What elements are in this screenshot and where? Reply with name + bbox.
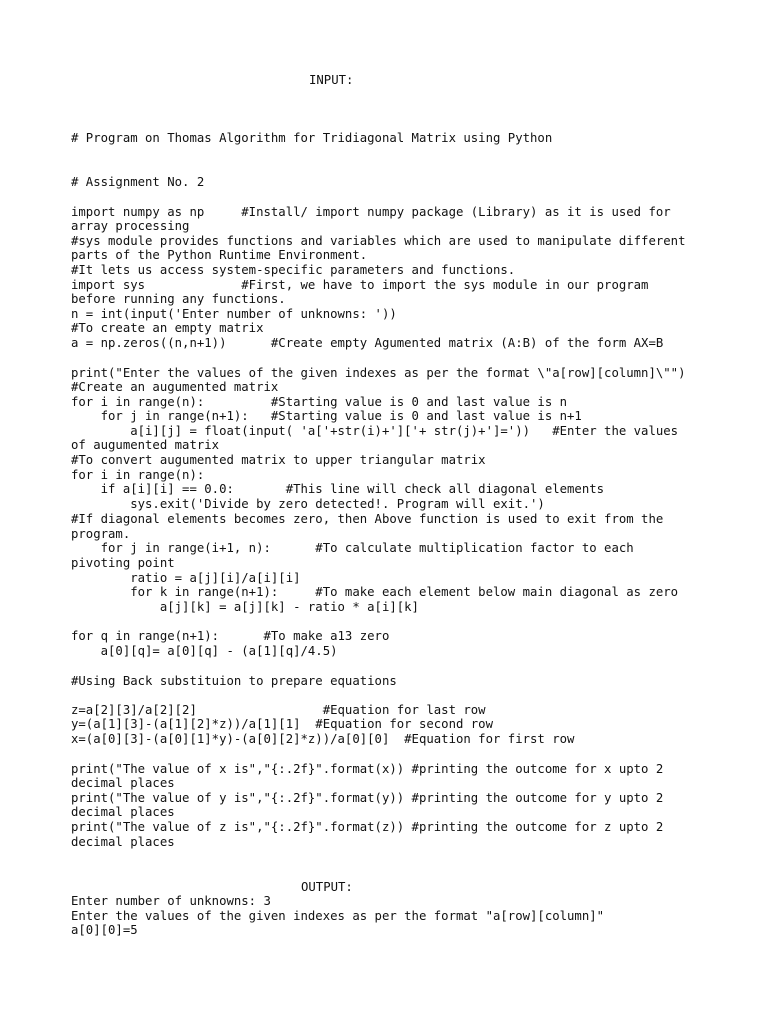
code-line: for j in range(i+1, n): #To calculate multiplication factor to each	[71, 541, 634, 555]
code-line: array processing	[71, 219, 190, 233]
code-line: of augumented matrix	[71, 438, 220, 452]
output-line: Enter the values of the given indexes as per the format "a[row][column]"	[71, 909, 605, 923]
code-line: for j in range(n+1): #Starting value is 0 and last value is n+1	[71, 409, 582, 423]
code-line: #If diagonal elements becomes zero, then Above function is used to exit from the	[71, 512, 664, 526]
code-line: print("The value of z is","{:.2f}".format(z)) #printing the outcome for z upto 2	[71, 820, 664, 834]
code-line: z=a[2][3]/a[2][2] #Equation for last row	[71, 703, 486, 717]
code-line: program.	[71, 527, 131, 541]
code-line: for q in range(n+1): #To make a13 zero	[71, 629, 390, 643]
code-line: a = np.zeros((n,n+1)) #Create empty Agumented matrix (A:B) of the form AX=B	[71, 336, 664, 350]
code-line: a[i][j] = float(input( 'a['+str(i)+']['+ str(j)+']=')) #Enter the values	[71, 424, 679, 438]
code-line: #To create an empty matrix	[71, 321, 264, 335]
code-line: x=(a[0][3]-(a[0][1]*y)-(a[0][2]*z))/a[0][0] #Equation for first row	[71, 732, 575, 746]
code-line: # Program on Thomas Algorithm for Tridiagonal Matrix using Python	[71, 131, 553, 145]
code-line: print("Enter the values of the given indexes as per the format \"a[row][column]\"")	[71, 366, 686, 380]
code-line: for k in range(n+1): #To make each element below main diagonal as zero	[71, 585, 679, 599]
code-line: pivoting point	[71, 556, 175, 570]
input-heading: INPUT:	[309, 73, 354, 87]
code-line: #Create an augumented matrix	[71, 380, 279, 394]
code-line: #sys module provides functions and variables which are used to manipulate different	[71, 234, 686, 248]
code-line: print("The value of x is","{:.2f}".format(x)) #printing the outcome for x upto 2	[71, 762, 664, 776]
code-line: # Assignment No. 2	[71, 175, 205, 189]
code-line: before running any functions.	[71, 292, 286, 306]
output-heading: OUTPUT:	[301, 880, 353, 894]
code-line: for i in range(n): #Starting value is 0 and last value is n	[71, 395, 568, 409]
code-line: ratio = a[j][i]/a[i][i]	[71, 571, 301, 585]
code-line: a[j][k] = a[j][k] - ratio * a[i][k]	[71, 600, 419, 614]
code-line: y=(a[1][3]-(a[1][2]*z))/a[1][1] #Equation for second row	[71, 717, 493, 731]
code-line: a[0][q]= a[0][q] - (a[1][q]/4.5)	[71, 644, 338, 658]
code-line: parts of the Python Runtime Environment.	[71, 248, 368, 262]
code-line: decimal places	[71, 776, 175, 790]
code-line: if a[i][i] == 0.0: #This line will check all diagonal elements	[71, 482, 605, 496]
code-line: import numpy as np #Install/ import numpy package (Library) as it is used for	[71, 205, 671, 219]
code-line: #It lets us access system-specific parameters and functions.	[71, 263, 516, 277]
code-line: sys.exit('Divide by zero detected!. Program will exit.')	[71, 497, 545, 511]
code-line: n = int(input('Enter number of unknowns: '))	[71, 307, 397, 321]
code-line: decimal places	[71, 805, 175, 819]
code-line: #To convert augumented matrix to upper triangular matrix	[71, 453, 486, 467]
code-line: print("The value of y is","{:.2f}".format(y)) #printing the outcome for y upto 2	[71, 791, 664, 805]
code-line: for i in range(n):	[71, 468, 205, 482]
output-line: a[0][0]=5	[71, 923, 138, 937]
output-line: Enter number of unknowns: 3	[71, 894, 271, 908]
code-line: #Using Back substituion to prepare equations	[71, 674, 397, 688]
code-line: decimal places	[71, 835, 175, 849]
code-line: import sys #First, we have to import the sys module in our program	[71, 278, 649, 292]
